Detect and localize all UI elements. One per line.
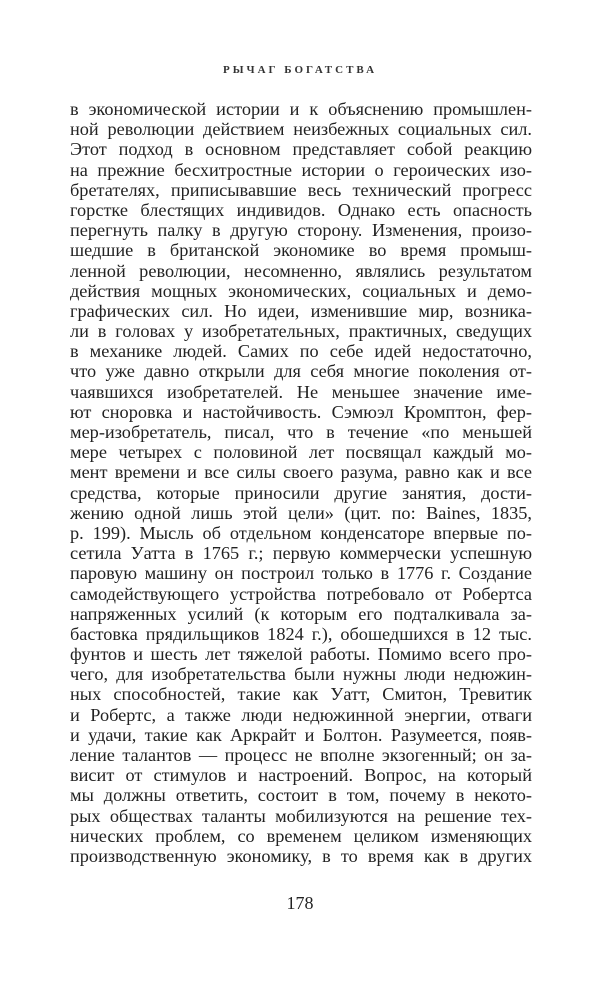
- text-line: бретателях, приписывавшие весь технический прогресс: [70, 179, 532, 200]
- text-line: бастовка прядильщиков 1824 г.), обошедшихся в 12 тыс.: [70, 623, 532, 644]
- text-line: чаявшихся изобретателей. Не меньшее значение име-: [70, 381, 532, 402]
- text-line: на прежние бесхитростные истории о героических изо-: [70, 159, 532, 180]
- text-line: чего, для изобретательства были нужны люди недюжин-: [70, 664, 532, 685]
- page-number: 178: [286, 893, 314, 913]
- text-line: висит от стимулов и настроений. Вопрос, на который: [70, 765, 532, 786]
- text-line: графических сил. Но идеи, изменившие мир, возника-: [70, 300, 532, 321]
- text-line: ют сноровка и настойчивость. Сэмюэл Кромптон, фер-: [70, 401, 532, 422]
- text-line: мере четырех с половиной лет посвящал каждый мо-: [70, 442, 532, 463]
- text-line: в экономической истории и к объяснению промышлен-: [70, 99, 532, 119]
- text-line: и Робертс, а также люди недюжинной энергии, отваги: [70, 704, 532, 725]
- text-line: сетила Уатта в 1765 г.; первую коммерчески успешную: [70, 543, 532, 564]
- body-text: [70, 99, 532, 866]
- text-line: жению одной лишь этой цели» (цит. по: Baines, 1835,: [70, 502, 532, 523]
- text-line: шедшие в британской экономике во время промыш-: [70, 240, 532, 261]
- text-line: и удачи, такие как Аркрайт и Болтон. Разумеется, появ-: [70, 724, 532, 745]
- text-line: самодействующего устройства потребовало от Робертса: [70, 583, 532, 604]
- running-head: РЫЧАГ БОГАТСТВА: [222, 64, 378, 76]
- text-line: мер-изобретатель, писал, что в течение «по меньшей: [70, 422, 532, 442]
- text-line: производственную экономику, в то время как в других: [70, 845, 532, 866]
- text-line: что уже давно открыли для себя многие поколения от-: [70, 361, 532, 382]
- text-line: ных способностей, такие как Уатт, Смитон, Тревитик: [70, 684, 532, 705]
- text-line: фунтов и шесть лет тяжелой работы. Помимо всего про-: [70, 644, 532, 665]
- text-line: ленной революции, несомненно, являлись результатом: [70, 260, 532, 281]
- text-line: ление талантов — процесс не вполне экзогенный; он за-: [70, 745, 532, 765]
- text-line: Этот подход в основном представляет собой реакцию: [70, 139, 532, 160]
- text-line: горстке блестящих индивидов. Однако есть опасность: [70, 199, 532, 220]
- text-line: перегнуть палку в другую сторону. Изменения, произо-: [70, 220, 532, 241]
- text-line: ли в головах у изобретательных, практичных, сведущих: [70, 321, 532, 342]
- text-line: ной революции действием неизбежных социальных сил.: [70, 119, 532, 140]
- text-line: мы должны ответить, состоит в том, почему в некото-: [70, 785, 532, 806]
- text-line: рых обществах таланты мобилизуются на решение тех-: [70, 805, 532, 826]
- text-line: действия мощных экономических, социальных и демо-: [70, 280, 532, 301]
- text-line: средства, которые приносили другие занятия, дости-: [70, 482, 532, 503]
- text-line: в механике людей. Самих по себе идей недостаточно,: [70, 341, 532, 362]
- text-line: паровую машину он построил только в 1776 г. Создание: [70, 563, 532, 584]
- text-line: мент времени и все силы своего разума, равно как и все: [70, 462, 532, 483]
- text-line: нических проблем, со временем целиком изменяющих: [70, 825, 532, 846]
- text-line: p. 199). Мысль об отдельном конденсаторе впервые по-: [70, 522, 532, 543]
- text-line: напряженных усилий (к которым его подталкивала за-: [70, 603, 532, 624]
